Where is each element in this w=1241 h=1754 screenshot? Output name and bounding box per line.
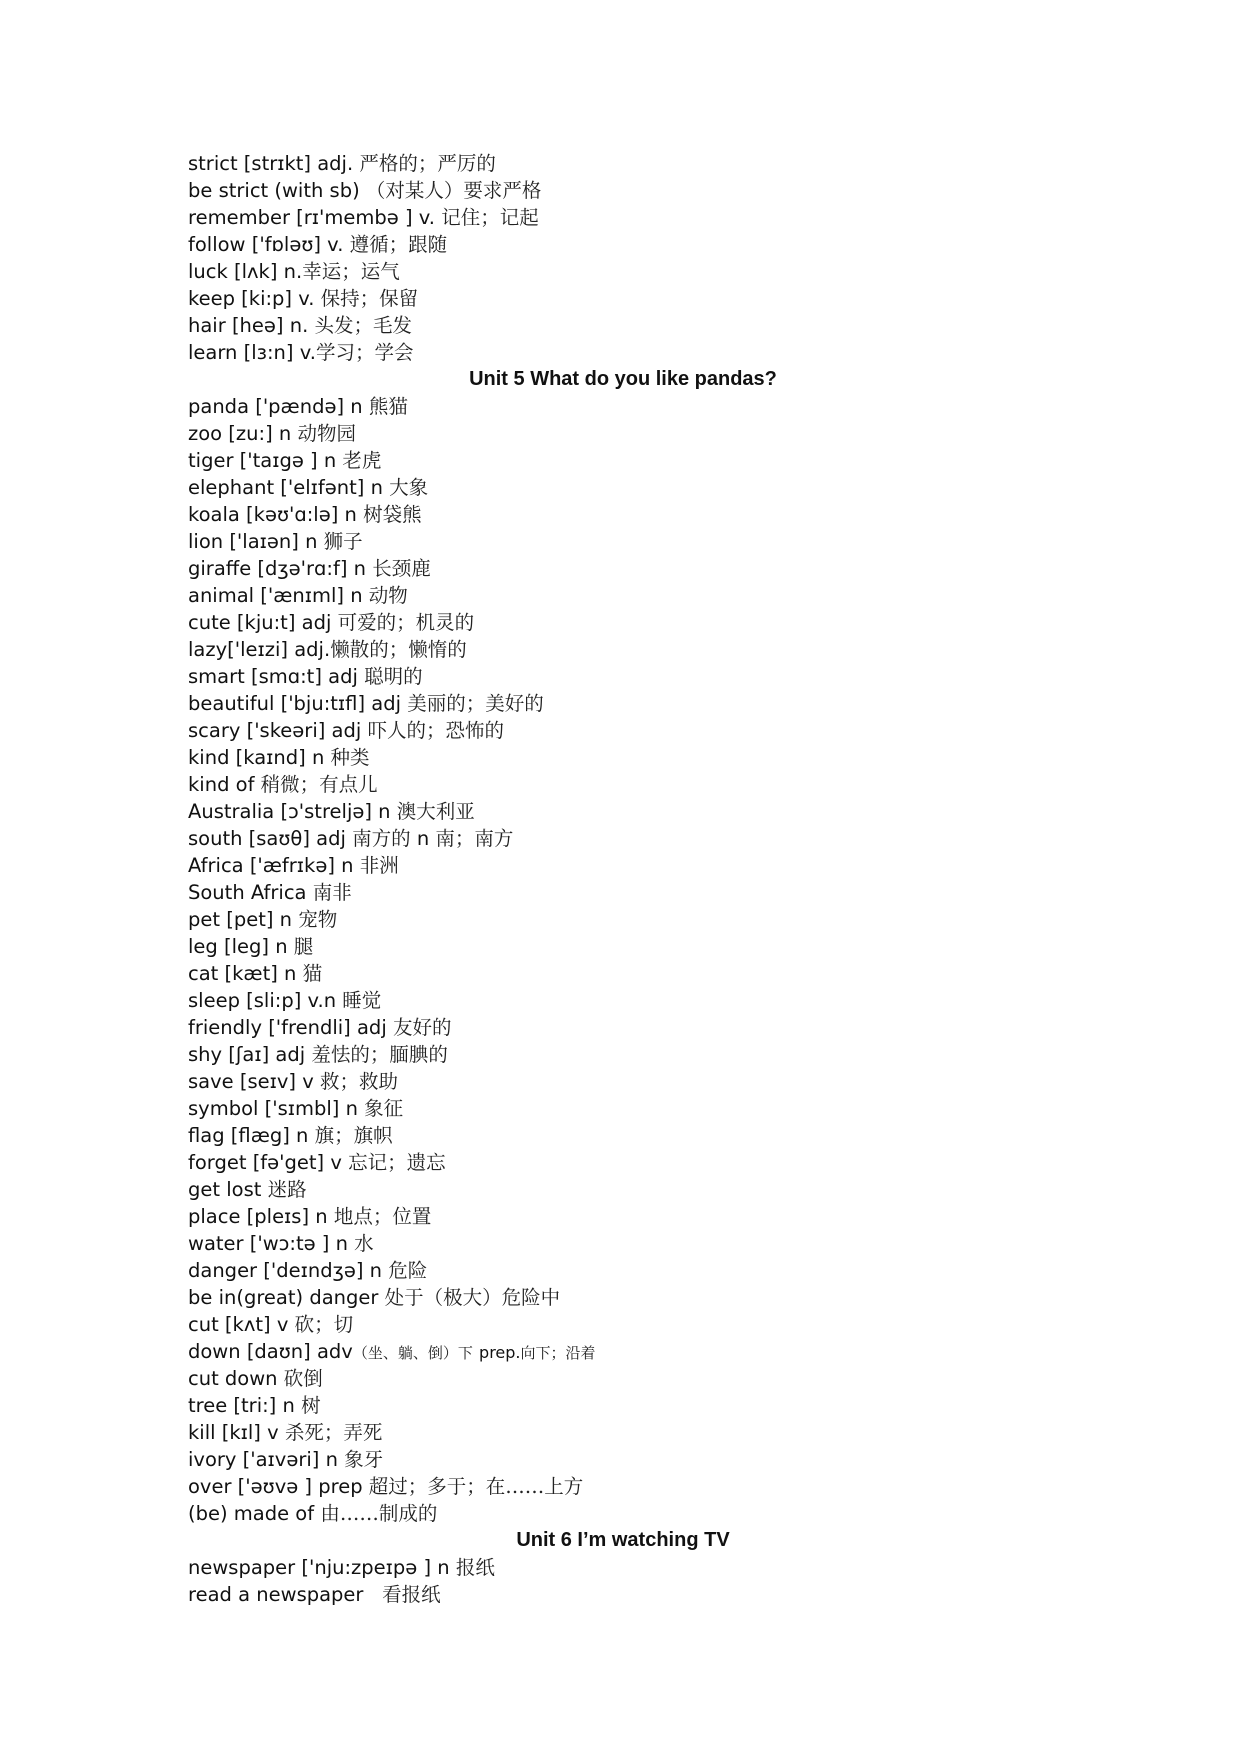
entry-english: place [pleɪs] n [188,1205,328,1228]
entry-english-pos: prep. [479,1343,521,1362]
entry-chinese: （对某人）要求严格 [365,179,542,202]
vocab-entry [188,555,1068,582]
entry-chinese: 熊猫 [368,395,408,418]
vocab-entry [188,1041,1068,1068]
entry-chinese: 南非 [312,881,352,904]
vocabulary-list [188,150,1068,1608]
entry-chinese: 保持；保留 [320,287,419,310]
entry-chinese: 腿 [293,935,314,958]
vocab-entry [188,312,1068,339]
vocab-entry [188,1446,1068,1473]
entry-chinese: 稍微；有点儿 [260,773,378,796]
entry-chinese: 动物 [368,584,408,607]
vocab-entry [188,1473,1068,1500]
vocab-entry [188,582,1068,609]
entry-chinese: 美丽的；美好的 [407,692,544,715]
entry-chinese: （坐、躺、倒）下 [352,1344,473,1362]
entry-english: water ['wɔ:tə ] n [188,1232,348,1255]
vocab-entry [188,744,1068,771]
entry-english: hair [heə] n. [188,314,309,337]
vocab-entry [188,771,1068,798]
entry-english: tree [tri:] n [188,1394,295,1417]
vocab-entry [188,1365,1068,1392]
entry-chinese: 头发；毛发 [314,314,412,337]
entry-english: symbol ['sɪmbl] n [188,1097,358,1120]
vocab-entry [188,636,1068,663]
entry-english: flag [flæg] n [188,1124,309,1147]
entry-chinese: 友好的 [392,1016,452,1039]
vocab-entry [188,690,1068,717]
entry-chinese: 学习；学会 [315,341,414,364]
entry-chinese: 杀死；弄死 [284,1421,383,1444]
entry-english: keep [ki:p] v. [188,287,315,310]
entry-english: shy [ʃaɪ] adj [188,1043,306,1066]
entry-chinese: 忘记；遗忘 [348,1151,446,1174]
entry-english: smart [smɑ:t] adj [188,665,358,688]
entry-english-pos: n [416,827,430,850]
entry-chinese: 树袋熊 [363,503,422,526]
entry-chinese: 非洲 [359,854,399,877]
vocab-entry [188,231,1068,258]
entry-english: newspaper ['nju:zpeɪpə ] n [188,1556,450,1579]
entry-chinese: 宠物 [298,908,338,931]
entry-chinese: 危险 [388,1259,428,1282]
vocab-entry [188,177,1068,204]
entry-english: save [seɪv] v [188,1070,314,1093]
entry-english: friendly ['frendli] adj [188,1016,387,1039]
vocab-entry [188,609,1068,636]
vocab-entry [188,1176,1068,1203]
entry-english: zoo [zu:] n [188,422,292,445]
entry-english: be strict (with sb) [188,179,360,202]
entry-english: down [daʊn] adv [188,1340,353,1363]
entry-chinese-2: 向下；沿着 [520,1344,596,1362]
entry-english: remember [rɪ'membə ] v. [188,206,435,229]
entry-chinese: 象征 [364,1097,404,1120]
entry-english: beautiful ['bju:tɪfl] adj [188,692,402,715]
entry-chinese: 水 [354,1232,374,1255]
entry-english: giraffe [dʒə'rɑ:f] n [188,557,366,580]
entry-chinese: 看报纸 [382,1583,441,1606]
entry-english: lazy['leɪzi] adj. [188,638,331,661]
entry-chinese: 大象 [389,476,429,499]
entry-english: ivory ['aɪvəri] n [188,1448,338,1471]
entry-english: scary ['skeəri] adj [188,719,362,742]
vocab-entry [188,1500,1068,1527]
entry-english: learn [lɜ:n] v. [188,341,316,364]
vocab-entry [188,798,1068,825]
entry-chinese: 动物园 [297,422,356,445]
entry-english: South Africa [188,881,307,904]
entry-english: get lost [188,1178,262,1201]
entry-english: cute [kju:t] adj [188,611,332,634]
vocab-entry [188,663,1068,690]
entry-chinese: 报纸 [455,1556,495,1579]
entry-chinese: 懒散的；懒惰的 [330,638,467,661]
entry-chinese: 南方的 [352,827,411,850]
entry-chinese: 长颈鹿 [372,557,431,580]
entry-english: strict [strɪkt] adj. [188,152,354,175]
entry-english: leg [leg] n [188,935,288,958]
entry-english: koala [kəʊ'ɑ:lə] n [188,503,357,526]
vocab-entry [188,1230,1068,1257]
vocab-entry [188,825,1068,852]
unit-6-heading: Unit 6 I’m watching TV [516,1529,730,1551]
vocab-entry [188,1257,1068,1284]
entry-english: lion ['laɪən] n [188,530,318,553]
entry-english: sleep [sli:p] v.n [188,989,337,1012]
vocab-entry [188,906,1068,933]
vocab-entry [188,1014,1068,1041]
entry-chinese: 象牙 [344,1448,384,1471]
entry-english: kind of [188,773,255,796]
vocab-entry [188,1392,1068,1419]
vocab-entry [188,501,1068,528]
entry-english: luck [lʌk] n. [188,260,303,283]
vocab-entry [188,474,1068,501]
vocab-entry [188,1338,1068,1365]
entry-english: Australia [ɔ'streljə] n [188,800,391,823]
entry-chinese: 睡觉 [342,989,382,1012]
vocab-entry [188,204,1068,231]
vocab-entry [188,1554,1068,1581]
entry-chinese: 砍倒 [283,1367,323,1390]
entry-chinese: 遵循；跟随 [349,233,448,256]
entry-chinese: 幸运；运气 [302,260,400,283]
entry-english: over ['əʊvə ] prep [188,1475,363,1498]
entry-chinese: 澳大利亚 [396,800,475,823]
vocab-entry [188,1311,1068,1338]
vocab-entry [188,285,1068,312]
vocab-entry [188,528,1068,555]
entry-english: follow ['fɒləʊ] v. [188,233,344,256]
entry-chinese: 记住；记起 [441,206,539,229]
entry-chinese: 旗；旗帜 [314,1124,393,1147]
entry-chinese: 地点；位置 [333,1205,432,1228]
entry-english: tiger ['taɪgə ] n [188,449,337,472]
entry-chinese: 种类 [330,746,370,769]
entry-english: cut [kʌt] v [188,1313,289,1336]
vocab-entry [188,717,1068,744]
entry-chinese: 由……制成的 [320,1502,438,1525]
entry-chinese: 猫 [302,962,323,985]
entry-english: forget [fə'get] v [188,1151,342,1174]
entry-english: Africa ['æfrɪkə] n [188,854,354,877]
vocab-entry [188,987,1068,1014]
entry-chinese: 可爱的；机灵的 [337,611,475,634]
entry-english: danger ['deɪndʒə] n [188,1259,383,1282]
entry-english: kind [kaɪnd] n [188,746,325,769]
entry-chinese: 狮子 [323,530,363,553]
entry-chinese: 树 [301,1394,321,1417]
entry-chinese: 迷路 [267,1178,307,1201]
vocab-entry [188,420,1068,447]
entry-english: cat [kæt] n [188,962,297,985]
vocab-entry [188,933,1068,960]
vocab-entry [188,447,1068,474]
vocab-entry [188,879,1068,906]
entry-chinese: 救；救助 [319,1070,398,1093]
vocab-entry [188,258,1068,285]
entry-english: read a newspaper [188,1583,364,1606]
entry-english: cut down [188,1367,278,1390]
vocab-entry [188,1122,1068,1149]
vocab-entry [188,1284,1068,1311]
vocab-entry [188,1581,1068,1608]
entry-english: pet [pet] n [188,908,293,931]
entry-english: (be) made of [188,1502,315,1525]
entry-chinese-2: 南；南方 [435,827,514,850]
entry-chinese: 羞怯的；腼腆的 [311,1043,448,1066]
vocab-entry [188,339,1068,366]
entry-chinese: 老虎 [342,449,382,472]
entry-english: panda ['pændə] n [188,395,363,418]
vocab-entry [188,1068,1068,1095]
vocab-entry [188,852,1068,879]
entry-english: kill [kɪl] v [188,1421,279,1444]
entry-english: be in(great) danger [188,1286,379,1309]
entry-chinese: 砍；切 [294,1313,354,1336]
vocab-entry [188,150,1068,177]
entry-chinese: 聪明的 [364,665,423,688]
entry-english: animal ['ænɪml] n [188,584,363,607]
entry-chinese: 吓人的；恐怖的 [367,719,505,742]
entry-chinese: 超过；多于；在……上方 [368,1475,584,1498]
unit-5-heading: Unit 5 What do you like pandas? [469,368,777,390]
entry-english: elephant ['elɪfənt] n [188,476,383,499]
vocab-entry [188,1095,1068,1122]
entry-english: south [saʊθ] adj [188,827,346,850]
entry-chinese: 处于（极大）危险中 [384,1286,561,1309]
vocab-entry [188,1419,1068,1446]
vocab-entry [188,1203,1068,1230]
vocab-entry [188,393,1068,420]
vocab-entry [188,960,1068,987]
entry-chinese: 严格的；严厉的 [359,152,496,175]
vocab-entry [188,1149,1068,1176]
